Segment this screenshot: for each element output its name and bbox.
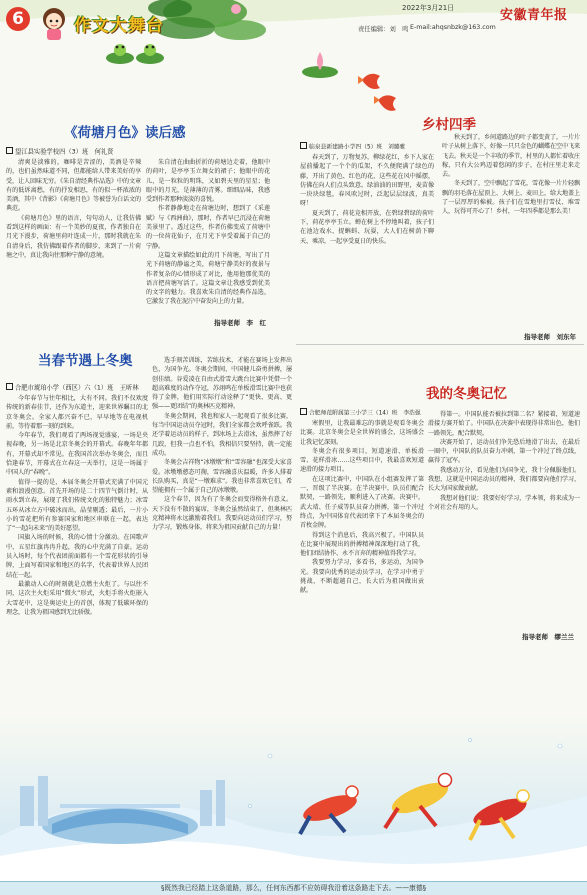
article2-teacher: 指导老师 刘东年 bbox=[524, 333, 576, 341]
article4-title: 我的冬奥记忆 bbox=[426, 386, 507, 402]
article2-paragraph: 夏天到了，荷花竞相开放，在碧绿碧绿的荷叶下，荷花亭亭玉立。蝉在树上不停地叫着，孩子们在池边戏水、捉蝌蚪、玩耍，大人们在树荫下聊天、乘凉，一起享受夏日的快乐。 bbox=[300, 209, 434, 245]
article4-body-right bbox=[428, 410, 580, 630]
footer-quote: §既然我已经踏上这条道路，那么，任何东西都不应妨碍我沿着这条路走下去。——康德§ bbox=[0, 881, 587, 895]
article4-byline-text: 合肥师范附属第三小学三（14）班 李浩强 bbox=[309, 410, 421, 417]
article4-teacher: 指导老师 缪兰兰 bbox=[522, 633, 574, 641]
article2-byline bbox=[300, 142, 405, 153]
frogs-decoration bbox=[100, 40, 170, 66]
article4-paragraph: 我想对他们说：我要好好学习，学本领，将来成为一个对社会有用的人。 bbox=[428, 494, 580, 511]
article3-paragraph: 选手刻苦训练，苦练技术，才能在赛场上发挥出色，为国争光。冬奥会期间，中国健儿奋勇拼搏，屡创佳绩。谷爱凌在自由式滑雪大跳台比赛中凭借一个超高难度的动作夺冠，苏翊鸣在单板滑雪比赛中也获得了金牌，他们用实际行动诠释了“更快、更高、更强——更团结”的奥林匹克精神。 bbox=[152, 357, 292, 411]
article3-paragraph: 这个春节，因为有了冬奥会而变得格外有意义。天下没有不散的宴席，冬奥会虽然结束了，但奥林匹克精神将永远激励着我们。我要向运动员们学习，努力学习，锻炼身体，将来为祖国贡献自己的力量！ bbox=[152, 496, 292, 532]
article3-paragraph: 冬奥会吉祥物“冰墩墩”和“雪容融”也深受大家喜爱。冰墩墩憨态可掬，雪容融喜庆温暖，许多人排着长队购买，真是“一墩难求”。我也非常喜欢它们，希望能拥有一个属于自己的冰墩墩。 bbox=[152, 459, 292, 495]
article2-paragraph: 秋天到了，乡间道路边的叶子都变黄了，一片片叶子从树上落下，好像一只只金色的蝴蝶在空中飞来飞去。秋天是一个丰收的季节，村里的人都忙着收庄稼，只有大公鸡迈着悠闲的步子，在村庄里走来走去。 bbox=[442, 134, 580, 179]
article1-paragraph: 作者静静地走在荷塘边时，想到了《采莲赋》与《西洲曲》，那时，作者早已沉浸在荷塘美景里了。透过这些，作者仿佛变成了荷塘中的一位荷花仙子，在月光下享受着属于自己的宁静。 bbox=[146, 205, 270, 250]
article3-paragraph: 最激动人心的时刻就是点燃主火炬了。与以往不同，这次主火炬采用“微火”形式，火炬手将火炬嵌入大雪花中，这是奥运史上的首创，体现了低碳环保的理念，让我为祖国感到无比骄傲。 bbox=[6, 580, 148, 616]
article2-body-right bbox=[442, 133, 580, 329]
article2-title: 乡村四季 bbox=[422, 117, 476, 133]
issue-date: 2022年3月21日 bbox=[402, 4, 455, 12]
article3-paragraph: 国旗入场的时候，我的心情十分激动。在国歌声中，五星红旗冉冉升起，我的心中充满了自豪。运动员入场时，每个代表团前面都有一个雪花形状的引导牌，上面写着国家和地区的名字，代表着世界人民团结在一起。 bbox=[6, 534, 148, 579]
article2-paragraph: 春天到了，万物复苏，柳绿花红，乡下人家在屋前播起了一个个的瓜架，不久便爬满了绿色的藤，开出了黄色、红色的花，这些花在风中摇摆，仿佛在向人们点头致意。绿油油的田野里，麦苗像一块块绿毯，春风吹过时，泛起层层绿波，真美呀！ bbox=[300, 154, 434, 208]
article4-paragraph: 寒假里，让我最难忘的事就是观看冬奥会比赛。北京冬奥会是全世界的盛会，这场盛会让我记忆深刻。 bbox=[300, 420, 424, 446]
column-title: 作文大舞台 bbox=[74, 16, 164, 36]
article1-teacher: 指导老师 李 红 bbox=[214, 319, 266, 327]
cartoon-girl-icon bbox=[34, 2, 74, 42]
article3-paragraph: 值得一提的是，本届冬奥会开幕式充满了中国元素和浪漫创意。首先开场的是二十四节气倒计时，从雨水到立春，展现了我们传统文化的独特魅力；冰雪五环从冰立方中破冰而出，晶莹剔透；最后，一片小小的雪花把所有参赛国家和地区串联在一起，表达了“一起向未来”的美好愿望。 bbox=[6, 478, 148, 533]
article3-paragraph: 冬奥会期间，我也和家人一起观看了很多比赛，每当中国运动员夺冠时，我们全家都会欢呼雀跃。我还学着运动员的样子，到冰场上去滑冰，虽然摔了好几跤，但我一点也不怕，我相信只要坚持，就一定能成功。 bbox=[152, 412, 292, 457]
article3-body-left bbox=[6, 394, 148, 716]
page-number: 6 bbox=[6, 7, 30, 31]
article4-paragraph: 冬奥会有很多项目，短道速滑、单板滑雪、花样滑冰……这些项目中，我最喜欢短道速滑的接力项目。 bbox=[300, 447, 424, 474]
article1-body-right bbox=[146, 158, 270, 313]
article3-paragraph: 今年春节，我们观看了两场视觉盛宴，一场是央视春晚，另一场是北京冬奥会的开幕式。春晚年年都有，开幕式却不常见。在我国首次举办冬奥会，而且恰逢春节，开幕式在立春这一天举行，这是一场属于中国人的“春晚”。 bbox=[6, 432, 148, 477]
article2-body-left bbox=[300, 153, 434, 331]
article3-byline-text: 合肥市琥珀小学（西区）六（1）班 王昕林 bbox=[15, 384, 139, 392]
article3-byline bbox=[6, 383, 139, 393]
article4-paragraph: 得第一。中国队能否被拉到第二名？紧接着，短道速滑接力赛开始了。中国队在决赛中表现得非常出色，他们一路领先，配合默契。 bbox=[428, 411, 580, 437]
lotus-icon bbox=[300, 48, 340, 80]
editor-email: E-mail:ahqsnbzk@163.com bbox=[410, 24, 496, 31]
newspaper-brand: 安徽青年报 bbox=[500, 8, 568, 23]
article1-paragraph: 这篇文章描绘如此的月下荷塘，写出了月光下荷塘的静谧之美，荷塘宁静美好的夜景与作者复杂的心情形成了对比，他用他那优美的语言把荷塘写活了。这篇文章让我感受到优美的文字的魅力。我喜欢朱自清的经典作品选，它激发了我在泥泞中奋发向上的力量。 bbox=[146, 251, 270, 306]
article3-paragraph: 今年春节与往年相比，大有不同。我们不仅欢度传统的新春佳节，还作为东道主，迎来世界瞩目的北京冬奥会。全家人都兴奋不已，早早地等在电视机前，等待着那一刻的到来。 bbox=[6, 395, 148, 430]
winter-olympics-illustration bbox=[0, 716, 587, 881]
article1-body-left bbox=[6, 158, 141, 310]
article1-byline-text: 望江县实验学校四（3）班 何礼贤 bbox=[15, 148, 114, 156]
article1-byline bbox=[6, 147, 113, 157]
article1-title: 《荷塘月色》读后感 bbox=[64, 125, 186, 141]
article4-paragraph: 得到这个消息后，我高兴极了。中国队员在比赛中展现出的拼搏精神深深地打动了我，他们团结协作、永不言弃的精神值得我学习。 bbox=[300, 531, 424, 558]
article4-body-left bbox=[300, 419, 424, 717]
goldfish-icon bbox=[352, 62, 412, 118]
article2-byline-text: 临泉县新建路小学四（5）班 刘璐雅 bbox=[309, 144, 406, 151]
article2-paragraph: 冬天到了，空中飘起了雪花，雪花像一片片轻飘飘的羽毛落在屋顶上、大树上、麦田上，给大地盖上了一层厚厚的棉被。孩子们在雪地里打雪仗、堆雪人，玩得可开心了！乡村，一年四季都是那么美！ bbox=[442, 180, 580, 216]
article1-paragraph: 清爽是淡雅的，咖啡是苦涩的，美酒是辛辣的，也们虽然味道不同，但都能给人带来美好的享受，让人回味无穷。《朱自清经典作品选》中的文章有的低诉离愁，有的抒发相思，有的似一杯浓浓的美酒，其中《背影》《荷塘月色》等被誉为白话文的典范。 bbox=[6, 159, 141, 213]
article3-body-right bbox=[152, 356, 292, 716]
article3-title: 当春节遇上冬奥 bbox=[38, 353, 133, 369]
article4-paragraph: 我感动万分，看见他们为国争光，我十分佩服他们。我想，这就是中国运动员的精神，我们都要向他们学习，长大为国家做贡献。 bbox=[428, 466, 580, 493]
article1-paragraph: 《荷塘月色》里的语言，句句动人，让我仿佛看到这样的画面：有一个美妙的夏夜，作者独自在月光下漫步，荷塘里荷叶连成一片，那时我就在朱自清身后，我仿佛跟着作者的脚步，来到了一片荷塘之中，真让我向往那种宁静的意境。 bbox=[6, 214, 141, 259]
section-divider bbox=[296, 344, 584, 345]
article1-paragraph: 朱自清在曲曲折折的荷塘边走着，他眼中的荷叶，是亭亭玉立舞女的裙子；他眼中的花儿，是一粒粒的明珠，又如碧天里的星星；他眼中的月光，是薄薄的青雾。细细品味，我感受到作者那种淡淡的喜悦。 bbox=[146, 159, 270, 204]
article4-byline bbox=[300, 408, 421, 419]
editor-credit: 责任编辑：刘 鸣 bbox=[358, 26, 409, 33]
article4-paragraph: 决赛开始了，运动员们争先恐后地滑了出去，在最后一圈中，中国队的队员奋力冲刺，第一个冲过了终点线，赢得了冠军。 bbox=[428, 438, 580, 465]
article4-paragraph: 在这项比赛中，中国队在小组赛发挥了第一，晋级了半决赛。在半决赛中，队员们配合默契，一路领先，顺利进入了决赛。决赛中，武大靖、任子威等队员奋力拼搏，第一个冲过终点，为中国体育代表团拿下了本届冬奥会的首枚金牌。 bbox=[300, 475, 424, 530]
article4-paragraph: 我要努力学习，多看书，多运动，为国争光。我要向优秀的运动员学习，在学习中勇于挑战，不断超越自己，长大后为祖国做出贡献。 bbox=[300, 559, 424, 595]
